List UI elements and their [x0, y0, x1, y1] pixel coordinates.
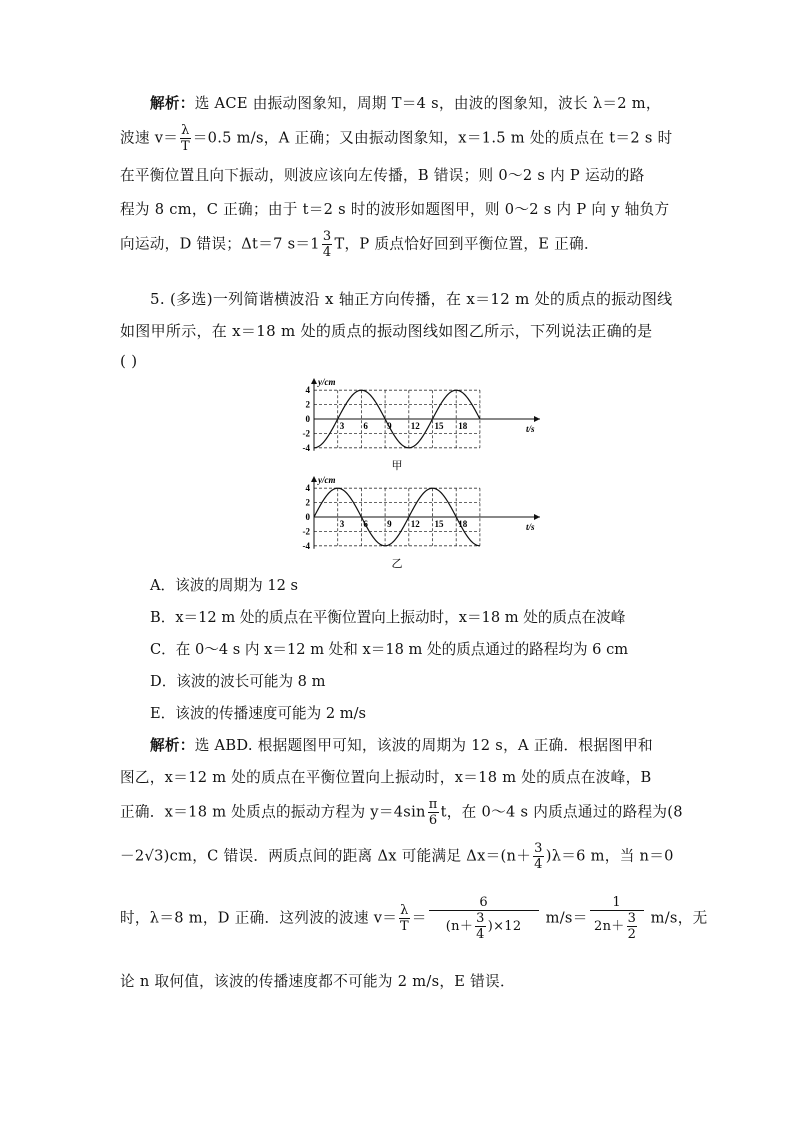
x-tick-label: 12 — [410, 421, 420, 431]
fraction: $\frac{3}{4}$ — [322, 229, 332, 260]
question5-line2: 如图甲所示，在 x＝18 m 处的质点的振动图线如图乙所示，下列说法正确的是 — [120, 322, 653, 340]
x-tick-label: 9 — [387, 519, 392, 529]
option-b: B．x＝12 m 处的质点在平衡位置向上振动时，x＝18 m 处的质点在波峰 — [150, 609, 626, 626]
chart-caption: 乙 — [391, 558, 403, 570]
analysis2-line1: 解析：选 ABD. 根据题图甲可知，该波的周期为 12 s，A 正确．根据图甲和 — [150, 737, 653, 754]
option-c: C．在 0～4 s 内 x＝12 m 处和 x＝18 m 处的质点通过的路程均为 6 cm — [150, 641, 629, 658]
y-axis-label: y/cm — [318, 377, 336, 387]
x-tick-label: 3 — [339, 519, 345, 529]
fraction: 6 (n＋ $\frac{3}{4}$ )×12 — [429, 896, 539, 941]
fraction: $\frac{\lambda}{T}$ — [399, 903, 409, 934]
x-tick-label: 3 — [339, 421, 345, 431]
analysis1-line5: 向运动，D 错误；Δt＝7 s＝1 $\frac{3}{4}$ T，P 质点恰好回到平衡位置，E 正确． — [120, 229, 599, 260]
option-d: D．该波的波长可能为 8 m — [150, 673, 326, 690]
x-tick-label: 18 — [458, 519, 468, 529]
x-tick-label: 6 — [363, 421, 368, 431]
chart-yi — [278, 474, 558, 570]
question5-line1: 5. (多选)一列简谐横波沿 x 轴正方向传播，在 x＝12 m 处的质点的振动图线 — [150, 290, 673, 308]
analysis2-line6: 论 n 取何值，该波的传播速度都不可能为 2 m/s，E 错误． — [120, 973, 515, 990]
fraction: 1 2n＋ $\frac{3}{2}$ — [590, 896, 644, 941]
option-e: E．该波的传播速度可能为 2 m/s — [150, 705, 366, 722]
y-tick-label: -4 — [302, 540, 310, 551]
y-axis-arrow — [311, 476, 317, 482]
analysis1-line3: 在平衡位置且向下振动，则波应该向左传播，B 错误；则 0～2 s 内 P 运动的路 — [120, 167, 645, 184]
x-tick-label: 12 — [410, 519, 420, 529]
x-tick-label: 15 — [434, 421, 444, 431]
analysis2-line4: －2√3)cm，C 错误．两质点间的距离 Δx 可能满足 Δx＝(n＋ $\frac{3}{4}$ )λ＝6 m，当 n＝0 — [120, 841, 674, 872]
y-tick-label: 4 — [305, 483, 310, 494]
analysis1-line4: 程为 8 cm，C 正确；由于 t＝2 s 时的波形如题图甲，则 0～2 s 内 P 向 y 轴负方 — [120, 201, 670, 218]
y-axis-label: y/cm — [318, 475, 336, 485]
analysis1-line2: 波速 v＝ $\frac{\lambda}{T}$ ＝0.5 m/s，A 正确；又由振动图象知，x＝1.5 m 处的质点在 t＝2 s 时 — [120, 123, 673, 154]
y-tick-label: 2 — [305, 399, 310, 410]
x-axis-label: t/s — [526, 522, 535, 532]
x-axis-arrow — [534, 514, 540, 520]
y-tick-label: 2 — [305, 497, 310, 508]
analysis-label: 解析： — [150, 737, 195, 754]
x-tick-label: 9 — [387, 421, 392, 431]
y-tick-label: 0 — [305, 512, 310, 522]
x-axis-label: t/s — [526, 424, 535, 434]
fraction: $\frac{3}{4}$ — [534, 841, 543, 872]
option-a: A．该波的周期为 12 s — [150, 577, 299, 594]
fraction: $\frac{\pi}{6}$ — [428, 797, 438, 828]
analysis2-line2: 图乙，x＝12 m 处的质点在平衡位置向上振动时，x＝18 m 处的质点在波峰，B — [120, 769, 652, 786]
analysis2-line5: 时，λ＝8 m，D 正确．这列波的波速 v＝ $\frac{\lambda}{T}$ ＝ 6 (n＋ $\frac{3}{4}$ )×12 m/s＝ 1 2n＋ $\frac{3}{2}$ m/s，无 — [120, 895, 708, 942]
y-axis-arrow — [311, 378, 317, 384]
analysis-label: 解析： — [150, 95, 195, 112]
y-tick-label: -2 — [302, 526, 310, 537]
x-tick-label: 6 — [363, 519, 368, 529]
analysis2-line3: 正确．x＝18 m 处质点的振动方程为 y＝4sin $\frac{\pi}{6}$ t，在 0～4 s 内质点通过的路程为(8 — [120, 797, 683, 828]
x-tick-label: 15 — [434, 519, 444, 529]
chart-jia — [278, 376, 558, 472]
fraction: $\frac{\lambda}{T}$ — [180, 123, 190, 154]
y-tick-label: 0 — [305, 414, 310, 424]
question5-blank: ( ) — [120, 352, 138, 370]
x-tick-label: 18 — [458, 421, 468, 431]
x-axis-arrow — [534, 416, 540, 422]
chart-caption: 甲 — [391, 460, 403, 472]
analysis1-line1: 解析：选 ACE 由振动图象知，周期 T＝4 s，由波的图象知，波长 λ＝2 m， — [150, 95, 661, 112]
y-tick-label: 4 — [305, 385, 310, 396]
y-tick-label: -4 — [302, 442, 310, 453]
y-tick-label: -2 — [302, 428, 310, 439]
